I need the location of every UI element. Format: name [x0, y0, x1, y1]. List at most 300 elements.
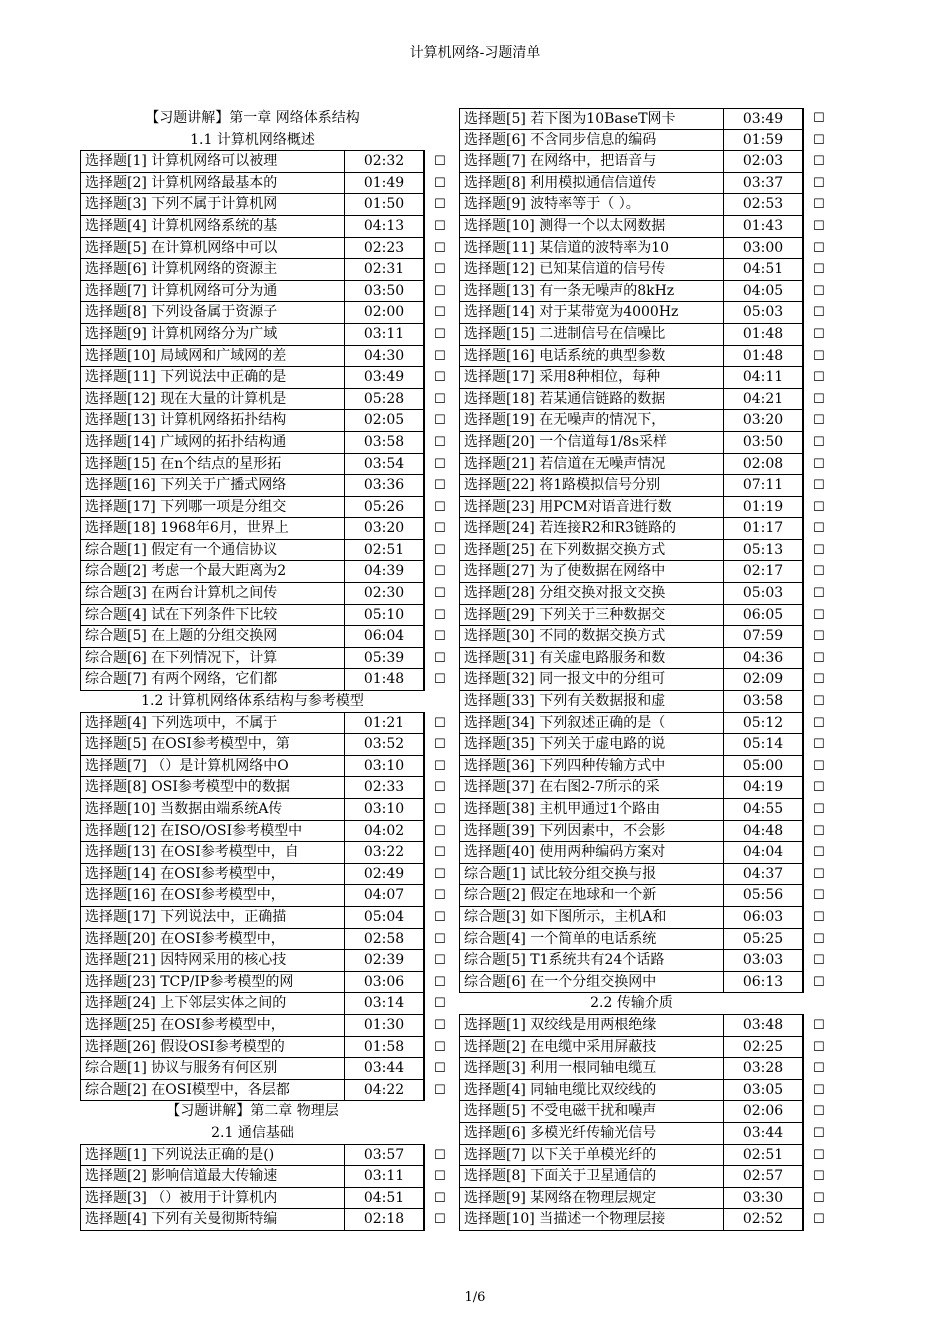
exercise-row[interactable]: [80, 1188, 455, 1210]
exercise-title: 选择题[10] 当数据由端系统A传: [80, 798, 345, 821]
checkbox-icon[interactable]: ☐: [434, 737, 446, 753]
checkbox-icon[interactable]: ☐: [813, 542, 825, 558]
exercise-title: 选择题[8] 下列设备属于资源子: [80, 301, 345, 324]
exercise-row[interactable]: [459, 734, 834, 756]
exercise-title: 选择题[22] 将1路模拟信号分别: [459, 474, 724, 497]
exercise-duration: 01:17: [724, 517, 804, 540]
exercise-title: 选择题[4] 下列选项中，不属于: [80, 712, 345, 735]
exercise-duration: 06:04: [345, 625, 425, 648]
exercise-row[interactable]: [80, 1015, 455, 1037]
exercise-row[interactable]: [80, 302, 455, 324]
checkbox-icon[interactable]: ☐: [813, 1104, 825, 1120]
exercise-title: 选择题[2] 在电缆中采用屏蔽技: [459, 1036, 724, 1059]
checkbox-icon[interactable]: ☐: [813, 607, 825, 623]
exercise-row[interactable]: [459, 410, 834, 432]
checkbox-icon[interactable]: ☐: [434, 1082, 446, 1098]
exercise-row[interactable]: [459, 238, 834, 260]
exercise-title: 选择题[9] 某网络在物理层规定: [459, 1187, 724, 1210]
checkbox-icon[interactable]: ☐: [813, 132, 825, 148]
exercise-duration: 01:59: [724, 129, 804, 152]
section-heading: [80, 1101, 455, 1123]
checkbox-icon[interactable]: ☐: [813, 218, 825, 234]
exercise-title: 选择题[8] OSI参考模型中的数据: [80, 776, 345, 799]
exercise-row[interactable]: [459, 151, 834, 173]
exercise-duration: 03:20: [345, 517, 425, 540]
checkbox-icon[interactable]: ☐: [434, 218, 446, 234]
exercise-duration: 03:06: [345, 971, 425, 994]
exercise-title: 选择题[4] 下列有关曼彻斯特编: [80, 1208, 345, 1231]
exercise-row[interactable]: [80, 864, 455, 886]
exercise-row[interactable]: [459, 432, 834, 454]
exercise-duration: 03:50: [345, 280, 425, 303]
exercise-row[interactable]: [459, 324, 834, 346]
exercise-row[interactable]: [80, 389, 455, 411]
exercise-row[interactable]: [459, 669, 834, 691]
exercise-title: 选择题[23] TCP/IP参考模型的网: [80, 971, 345, 994]
exercise-duration: 03:28: [724, 1057, 804, 1080]
checkbox-icon[interactable]: ☐: [434, 1190, 446, 1206]
exercise-duration: 04:11: [724, 366, 804, 389]
exercise-row[interactable]: [80, 151, 455, 173]
exercise-duration: 02:17: [724, 560, 804, 583]
checkbox-icon[interactable]: ☐: [434, 953, 446, 969]
checkbox-icon[interactable]: ☐: [813, 866, 825, 882]
checkbox-icon[interactable]: ☐: [813, 1039, 825, 1055]
exercise-row[interactable]: [459, 281, 834, 303]
exercise-row[interactable]: [459, 1058, 834, 1080]
checkbox-icon[interactable]: ☐: [813, 737, 825, 753]
checkbox-icon[interactable]: ☐: [813, 1147, 825, 1163]
checkbox-icon[interactable]: ☐: [434, 1017, 446, 1033]
exercise-duration: 01:30: [345, 1014, 425, 1037]
exercise-duration: 04:07: [345, 884, 425, 907]
checkbox-icon[interactable]: ☐: [434, 348, 446, 364]
checkbox-icon[interactable]: ☐: [813, 629, 825, 645]
exercise-duration: 05:28: [345, 388, 425, 411]
exercise-title: 选择题[15] 二进制信号在信噪比: [459, 323, 724, 346]
checkbox-icon[interactable]: ☐: [813, 715, 825, 731]
exercise-duration: 05:03: [724, 582, 804, 605]
exercise-row[interactable]: [80, 626, 455, 648]
checkbox-icon[interactable]: ☐: [813, 845, 825, 861]
checkbox-icon[interactable]: ☐: [434, 262, 446, 278]
exercise-row[interactable]: [80, 583, 455, 605]
exercise-row[interactable]: [80, 216, 455, 238]
checkbox-icon[interactable]: ☐: [813, 650, 825, 666]
checkbox-icon[interactable]: ☐: [434, 974, 446, 990]
exercise-row[interactable]: [459, 691, 834, 713]
exercise-row[interactable]: [80, 475, 455, 497]
exercise-row[interactable]: [80, 454, 455, 476]
right-column: [459, 108, 834, 1231]
exercise-duration: 03:22: [345, 841, 425, 864]
exercise-row[interactable]: [459, 950, 834, 972]
exercise-row[interactable]: [80, 821, 455, 843]
checkbox-icon[interactable]: ☐: [434, 715, 446, 731]
exercise-row[interactable]: [459, 346, 834, 368]
checkbox-icon[interactable]: ☐: [434, 888, 446, 904]
exercise-row[interactable]: [459, 389, 834, 411]
checkbox-icon[interactable]: ☐: [813, 413, 825, 429]
exercise-row[interactable]: [80, 1058, 455, 1080]
checkbox-icon[interactable]: ☐: [434, 802, 446, 817]
exercise-duration: 03:50: [724, 431, 804, 454]
exercise-title: 选择题[37] 在右图2-7所示的采: [459, 776, 724, 799]
exercise-title: 选择题[16] 电话系统的典型参数: [459, 345, 724, 368]
exercise-row[interactable]: [80, 799, 455, 821]
checkbox-icon[interactable]: ☐: [434, 931, 446, 947]
exercise-title: 综合题[6] 在下列情况下，计算: [80, 647, 345, 670]
exercise-title: 综合题[4] 一个简单的电话系统: [459, 928, 724, 951]
exercise-title: 选择题[25] 在下列数据交换方式: [459, 539, 724, 562]
exercise-row[interactable]: [80, 842, 455, 864]
exercise-row[interactable]: [80, 1166, 455, 1188]
checkbox-icon[interactable]: ☐: [813, 672, 825, 688]
exercise-row[interactable]: [80, 346, 455, 368]
exercise-row[interactable]: [80, 885, 455, 907]
checkbox-icon[interactable]: ☐: [813, 521, 825, 537]
exercise-row[interactable]: [80, 993, 455, 1015]
section-heading: [459, 993, 834, 1015]
exercise-duration: 02:06: [724, 1100, 804, 1123]
exercise-row[interactable]: [80, 1145, 455, 1167]
section-heading: [80, 130, 455, 152]
exercise-title: 选择题[26] 假设OSI参考模型的: [80, 1036, 345, 1059]
checkbox-icon[interactable]: ☐: [434, 1212, 446, 1228]
checkbox-icon[interactable]: ☐: [434, 1169, 446, 1185]
checkbox-icon[interactable]: ☐: [434, 629, 446, 645]
exercise-row[interactable]: [80, 950, 455, 972]
exercise-row[interactable]: [459, 1015, 834, 1037]
checkbox-icon[interactable]: ☐: [813, 909, 825, 925]
exercise-row[interactable]: [80, 194, 455, 216]
section-title: 1.2 计算机网络体系结构与参考模型: [141, 693, 364, 710]
checkbox-icon[interactable]: ☐: [434, 1147, 446, 1163]
exercise-row[interactable]: [459, 130, 834, 152]
checkbox-icon[interactable]: ☐: [813, 154, 825, 170]
checkbox-icon[interactable]: ☐: [434, 499, 446, 515]
exercise-title: 选择题[38] 主机甲通过1个路由: [459, 798, 724, 821]
exercise-duration: 02:18: [345, 1208, 425, 1231]
exercise-row[interactable]: [459, 1123, 834, 1145]
checkbox-icon[interactable]: ☐: [813, 694, 825, 710]
exercise-duration: 05:39: [345, 647, 425, 670]
checkbox-icon[interactable]: ☐: [434, 542, 446, 558]
checkbox-icon[interactable]: ☐: [813, 111, 825, 126]
exercise-row[interactable]: [459, 561, 834, 583]
checkbox-icon[interactable]: ☐: [434, 823, 446, 839]
checkbox-icon[interactable]: ☐: [813, 326, 825, 342]
checkbox-icon[interactable]: ☐: [434, 326, 446, 342]
exercise-duration: 02:05: [345, 409, 425, 432]
exercise-row[interactable]: [80, 367, 455, 389]
checkbox-icon[interactable]: ☐: [813, 434, 825, 450]
exercise-duration: 05:12: [724, 712, 804, 735]
exercise-row[interactable]: [80, 259, 455, 281]
exercise-duration: 02:00: [345, 301, 425, 324]
checkbox-icon[interactable]: ☐: [813, 478, 825, 494]
checkbox-icon[interactable]: ☐: [813, 564, 825, 580]
exercise-title: 选择题[1] 下列说法正确的是(): [80, 1144, 345, 1167]
checkbox-icon[interactable]: ☐: [813, 456, 825, 472]
checkbox-icon[interactable]: ☐: [813, 888, 825, 904]
exercise-duration: 04:36: [724, 647, 804, 670]
exercise-row[interactable]: [459, 540, 834, 562]
exercise-row[interactable]: [459, 475, 834, 497]
exercise-row[interactable]: [459, 302, 834, 324]
checkbox-icon[interactable]: ☐: [434, 845, 446, 861]
checkbox-icon[interactable]: ☐: [813, 305, 825, 321]
exercise-title: 选择题[14] 对于某带宽为4000Hz: [459, 301, 724, 324]
exercise-title: 选择题[14] 在OSI参考模型中，: [80, 863, 345, 886]
exercise-duration: 03:14: [345, 992, 425, 1015]
exercise-duration: 03:58: [345, 431, 425, 454]
exercise-duration: 05:25: [724, 928, 804, 951]
section-heading: [80, 108, 455, 130]
exercise-row[interactable]: [80, 756, 455, 778]
exercise-duration: 05:03: [724, 301, 804, 324]
checkbox-icon[interactable]: ☐: [813, 283, 825, 299]
exercise-title: 综合题[5] T1系统共有24个话路: [459, 949, 724, 972]
checkbox-icon[interactable]: ☐: [813, 1169, 825, 1185]
checkbox-icon[interactable]: ☐: [434, 197, 446, 213]
exercise-row[interactable]: [80, 1080, 455, 1102]
checkbox-icon[interactable]: ☐: [813, 348, 825, 364]
checkbox-icon[interactable]: ☐: [813, 1017, 825, 1033]
exercise-row[interactable]: [459, 518, 834, 540]
checkbox-icon[interactable]: ☐: [813, 802, 825, 817]
checkbox-icon[interactable]: ☐: [434, 650, 446, 666]
exercise-row[interactable]: [459, 1037, 834, 1059]
checkbox-icon[interactable]: ☐: [434, 758, 446, 774]
checkbox-icon[interactable]: ☐: [813, 953, 825, 969]
exercise-row[interactable]: [459, 799, 834, 821]
exercise-duration: 02:31: [345, 258, 425, 281]
exercise-duration: 04:05: [724, 280, 804, 303]
exercise-duration: 01:21: [345, 712, 425, 735]
exercise-row[interactable]: [80, 518, 455, 540]
exercise-row[interactable]: [459, 583, 834, 605]
exercise-row[interactable]: [459, 1101, 834, 1123]
exercise-title: 综合题[1] 假定有一个通信协议: [80, 539, 345, 562]
exercise-duration: 06:13: [724, 971, 804, 994]
exercise-title: 选择题[33] 下列有关数据报和虚: [459, 690, 724, 713]
exercise-row[interactable]: [459, 713, 834, 735]
exercise-row[interactable]: [80, 410, 455, 432]
checkbox-icon[interactable]: ☐: [434, 434, 446, 450]
exercise-row[interactable]: [80, 561, 455, 583]
exercise-title: 选择题[14] 广域网的拓扑结构通: [80, 431, 345, 454]
exercise-row[interactable]: [459, 777, 834, 799]
exercise-row[interactable]: [459, 605, 834, 627]
exercise-row[interactable]: [459, 756, 834, 778]
exercise-title: 选择题[5] 不受电磁干扰和噪声: [459, 1100, 724, 1123]
exercise-row[interactable]: [80, 432, 455, 454]
checkbox-icon[interactable]: ☐: [813, 586, 825, 602]
exercise-row[interactable]: [80, 497, 455, 519]
checkbox-icon[interactable]: ☐: [813, 1212, 825, 1228]
exercise-title: 选择题[23] 用PCM对语音进行数: [459, 496, 724, 519]
exercise-title: 选择题[16] 在OSI参考模型中，: [80, 884, 345, 907]
exercise-row[interactable]: [459, 864, 834, 886]
checkbox-icon[interactable]: ☐: [434, 478, 446, 494]
exercise-row[interactable]: [459, 108, 834, 130]
exercise-title: 综合题[6] 在一个分组交换网中: [459, 971, 724, 994]
checkbox-icon[interactable]: ☐: [813, 780, 825, 796]
exercise-row[interactable]: [459, 648, 834, 670]
exercise-duration: 04:19: [724, 776, 804, 799]
exercise-row[interactable]: [80, 972, 455, 994]
exercise-row[interactable]: [80, 734, 455, 756]
section-title: 2.2 传输介质: [590, 995, 673, 1012]
exercise-row[interactable]: [80, 281, 455, 303]
exercise-title: 选择题[31] 有关虚电路服务和数: [459, 647, 724, 670]
checkbox-icon[interactable]: ☐: [813, 1125, 825, 1141]
exercise-title: 选择题[19] 在无噪声的情况下，: [459, 409, 724, 432]
exercise-duration: 03:44: [724, 1122, 804, 1145]
checkbox-icon[interactable]: ☐: [813, 1190, 825, 1206]
exercise-title: 选择题[18] 1968年6月，世界上: [80, 517, 345, 540]
checkbox-icon[interactable]: ☐: [434, 175, 446, 191]
exercise-row[interactable]: [459, 1080, 834, 1102]
checkbox-icon[interactable]: ☐: [434, 909, 446, 925]
exercise-row[interactable]: [80, 173, 455, 195]
exercise-title: 综合题[5] 在上题的分组交换网: [80, 625, 345, 648]
exercise-row[interactable]: [80, 605, 455, 627]
exercise-title: 选择题[17] 下列说法中，正确描: [80, 906, 345, 929]
exercise-row[interactable]: [459, 216, 834, 238]
exercise-row[interactable]: [459, 1166, 834, 1188]
checkbox-icon[interactable]: ☐: [813, 931, 825, 947]
checkbox-icon[interactable]: ☐: [434, 1061, 446, 1077]
exercise-duration: 01:48: [345, 668, 425, 691]
checkbox-icon[interactable]: ☐: [434, 521, 446, 537]
checkbox-icon[interactable]: ☐: [434, 391, 446, 407]
section-title: 【习题讲解】第一章 网络体系结构: [145, 110, 360, 126]
exercise-row[interactable]: [459, 1209, 834, 1231]
exercise-title: 选择题[13] 在OSI参考模型中，自: [80, 841, 345, 864]
exercise-title: 选择题[24] 若连接R2和R3链路的: [459, 517, 724, 540]
checkbox-icon[interactable]: ☐: [813, 1082, 825, 1098]
exercise-row[interactable]: [459, 626, 834, 648]
exercise-row[interactable]: [459, 454, 834, 476]
exercise-title: 选择题[7] 以下关于单模光纤的: [459, 1144, 724, 1167]
checkbox-icon[interactable]: ☐: [434, 1039, 446, 1055]
exercise-row[interactable]: [459, 842, 834, 864]
exercise-row[interactable]: [459, 173, 834, 195]
exercise-title: 选择题[21] 因特网采用的核心技: [80, 949, 345, 972]
exercise-title: 选择题[1] 计算机网络可以被理: [80, 150, 345, 173]
exercise-duration: 03:11: [345, 323, 425, 346]
checkbox-icon[interactable]: ☐: [434, 866, 446, 882]
exercise-duration: 02:03: [724, 150, 804, 173]
checkbox-icon[interactable]: ☐: [434, 154, 446, 170]
checkbox-icon[interactable]: ☐: [813, 262, 825, 278]
exercise-title: 选择题[17] 采用8种相位，每种: [459, 366, 724, 389]
checkbox-icon[interactable]: ☐: [813, 175, 825, 191]
checkbox-icon[interactable]: ☐: [813, 823, 825, 839]
exercise-row[interactable]: [459, 907, 834, 929]
checkbox-icon[interactable]: ☐: [434, 283, 446, 299]
exercise-row[interactable]: [80, 1037, 455, 1059]
checkbox-icon[interactable]: ☐: [434, 586, 446, 602]
exercise-duration: 01:43: [724, 215, 804, 238]
exercise-row[interactable]: [80, 929, 455, 951]
checkbox-icon[interactable]: ☐: [434, 413, 446, 429]
exercise-title: 综合题[2] 考虑一个最大距离为2: [80, 560, 345, 583]
checkbox-icon[interactable]: ☐: [813, 240, 825, 256]
exercise-row[interactable]: [459, 194, 834, 216]
checkbox-icon[interactable]: ☐: [434, 305, 446, 321]
exercise-row[interactable]: [80, 648, 455, 670]
exercise-row[interactable]: [80, 1209, 455, 1231]
checkbox-icon[interactable]: ☐: [813, 370, 825, 386]
exercise-title: 综合题[2] 在OSI模型中，各层都: [80, 1079, 345, 1102]
exercise-row[interactable]: [459, 259, 834, 281]
exercise-duration: 05:14: [724, 733, 804, 756]
exercise-duration: 02:39: [345, 949, 425, 972]
checkbox-icon[interactable]: ☐: [434, 370, 446, 386]
checkbox-icon[interactable]: ☐: [813, 197, 825, 213]
exercise-row[interactable]: [459, 885, 834, 907]
exercise-row[interactable]: [459, 929, 834, 951]
exercise-duration: 03:37: [724, 172, 804, 195]
exercise-row[interactable]: [80, 238, 455, 260]
exercise-row[interactable]: [80, 324, 455, 346]
exercise-duration: 03:36: [345, 474, 425, 497]
checkbox-icon[interactable]: ☐: [813, 1061, 825, 1077]
checkbox-icon[interactable]: ☐: [813, 391, 825, 407]
exercise-title: 选择题[36] 下列四种传输方式中: [459, 755, 724, 778]
checkbox-icon[interactable]: ☐: [434, 780, 446, 796]
exercise-title: 选择题[3] （）被用于计算机内: [80, 1187, 345, 1210]
exercise-row[interactable]: [80, 907, 455, 929]
exercise-title: 选择题[5] 若下图为10BaseT网卡: [459, 108, 724, 130]
checkbox-icon[interactable]: ☐: [434, 564, 446, 580]
exercise-duration: 03:20: [724, 409, 804, 432]
checkbox-icon[interactable]: ☐: [434, 607, 446, 623]
checkbox-icon[interactable]: ☐: [813, 974, 825, 990]
exercise-row[interactable]: [80, 713, 455, 735]
exercise-row[interactable]: [80, 669, 455, 691]
checkbox-icon[interactable]: ☐: [434, 240, 446, 256]
exercise-duration: 03:57: [345, 1144, 425, 1167]
exercise-row[interactable]: [459, 1145, 834, 1167]
exercise-row[interactable]: [459, 972, 834, 994]
exercise-row[interactable]: [459, 497, 834, 519]
checkbox-icon[interactable]: ☐: [434, 456, 446, 472]
section-title: 2.1 通信基础: [211, 1124, 294, 1141]
exercise-duration: 02:49: [345, 863, 425, 886]
checkbox-icon[interactable]: ☐: [434, 672, 446, 688]
exercise-row[interactable]: [459, 821, 834, 843]
exercise-row[interactable]: [459, 1188, 834, 1210]
exercise-duration: 04:48: [724, 820, 804, 843]
exercise-title: 选择题[10] 测得一个以太网数据: [459, 215, 724, 238]
checkbox-icon[interactable]: ☐: [434, 996, 446, 1012]
checkbox-icon[interactable]: ☐: [813, 499, 825, 515]
exercise-row[interactable]: [80, 777, 455, 799]
exercise-row[interactable]: [80, 540, 455, 562]
exercise-title: 综合题[7] 有两个网络，它们都: [80, 668, 345, 691]
exercise-title: 选择题[10] 当描述一个物理层接: [459, 1208, 724, 1231]
exercise-row[interactable]: [459, 367, 834, 389]
checkbox-icon[interactable]: ☐: [813, 758, 825, 774]
exercise-duration: 01:19: [724, 496, 804, 519]
exercise-duration: 02:08: [724, 453, 804, 476]
section-title: 1.1 计算机网络概述: [190, 131, 315, 148]
exercise-duration: 04:21: [724, 388, 804, 411]
